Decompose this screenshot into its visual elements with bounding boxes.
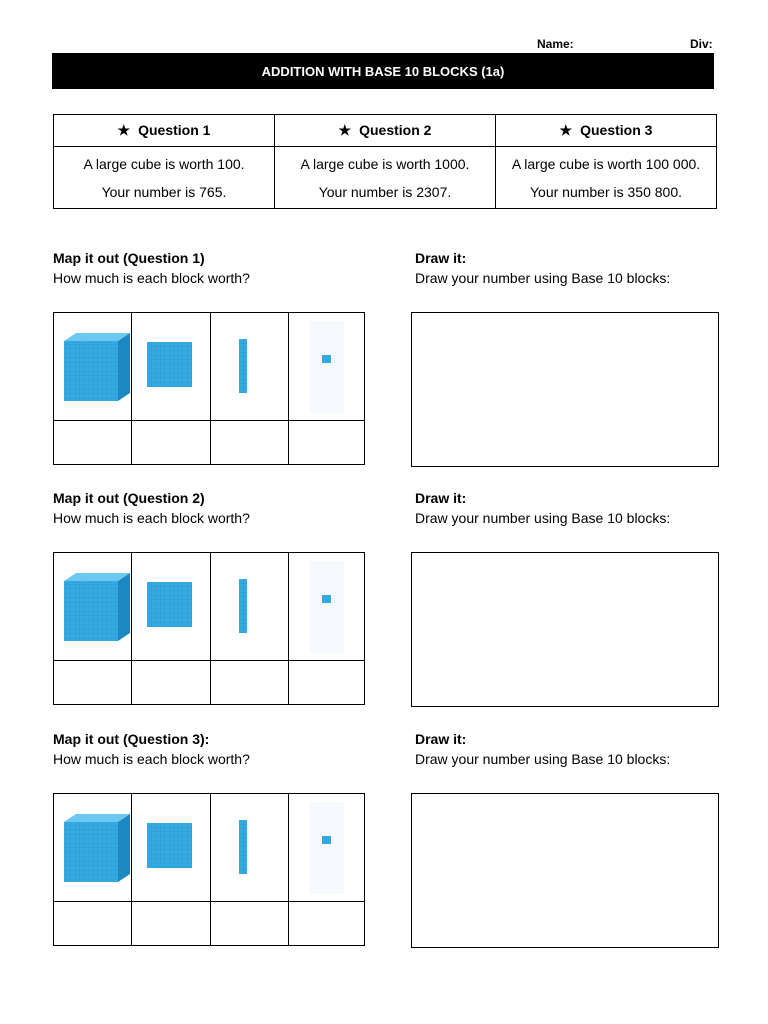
draw-area-box[interactable] <box>411 312 719 467</box>
rod-icon <box>239 339 247 393</box>
answer-cell-flat[interactable] <box>132 902 210 946</box>
question-3-header: ★ Question 3 <box>496 115 717 147</box>
map-it-out-subtitle: How much is each block worth? <box>53 270 250 286</box>
map-it-out-subtitle: How much is each block worth? <box>53 751 250 767</box>
flat-icon <box>147 582 192 627</box>
unit-cube-background <box>310 802 344 894</box>
answer-cell-rod[interactable] <box>211 421 288 465</box>
star-icon: ★ <box>117 122 131 138</box>
page-title: ADDITION WITH BASE 10 BLOCKS (1a) <box>52 53 714 89</box>
name-label: Name: <box>537 37 574 51</box>
question-2-text: A large cube is worth 1000. Your number is 2307. <box>275 147 496 209</box>
map-it-out-title: Map it out (Question 2) <box>53 490 205 506</box>
answer-cell-rod[interactable] <box>211 661 288 705</box>
block-value-grid <box>53 312 365 465</box>
large-cube-icon <box>62 812 132 884</box>
star-icon: ★ <box>338 122 352 138</box>
answer-cell-flat[interactable] <box>132 421 210 465</box>
map-it-out-title: Map it out (Question 1) <box>53 250 205 266</box>
map-it-out-title: Map it out (Question 3): <box>53 731 210 747</box>
draw-it-subtitle: Draw your number using Base 10 blocks: <box>415 270 671 286</box>
question-1-text: A large cube is worth 100. Your number is 765. <box>54 147 275 209</box>
draw-it-subtitle: Draw your number using Base 10 blocks: <box>415 510 671 526</box>
unit-cube-background <box>310 321 344 413</box>
draw-it-title: Draw it: <box>415 731 467 747</box>
questions-table <box>53 114 717 209</box>
unit-cube-background <box>310 561 344 653</box>
answer-cell-cube[interactable] <box>54 421 131 465</box>
map-it-out-subtitle: How much is each block worth? <box>53 510 250 526</box>
rod-icon <box>239 820 247 874</box>
answer-cell-flat[interactable] <box>132 661 210 705</box>
answer-cell-rod[interactable] <box>211 902 288 946</box>
draw-area-box[interactable] <box>411 793 719 948</box>
answer-cell-cube[interactable] <box>54 661 131 705</box>
draw-area-box[interactable] <box>411 552 719 707</box>
draw-it-title: Draw it: <box>415 250 467 266</box>
answer-cell-unit[interactable] <box>289 661 365 705</box>
unit-cube-icon <box>322 355 331 363</box>
question-2-header: ★ Question 2 <box>275 115 496 147</box>
large-cube-icon <box>62 571 132 643</box>
star-icon: ★ <box>559 122 573 138</box>
answer-cell-cube[interactable] <box>54 902 131 946</box>
flat-icon <box>147 342 192 387</box>
flat-icon <box>147 823 192 868</box>
large-cube-icon <box>62 331 132 403</box>
draw-it-title: Draw it: <box>415 490 467 506</box>
answer-cell-unit[interactable] <box>289 902 365 946</box>
block-value-grid <box>53 793 365 946</box>
div-label: Div: <box>690 37 713 51</box>
question-1-header: ★ Question 1 <box>54 115 275 147</box>
block-value-grid <box>53 552 365 705</box>
draw-it-subtitle: Draw your number using Base 10 blocks: <box>415 751 671 767</box>
question-3-text: A large cube is worth 100 000. Your number is 350 800. <box>496 147 717 209</box>
answer-cell-unit[interactable] <box>289 421 365 465</box>
unit-cube-icon <box>322 836 331 844</box>
rod-icon <box>239 579 247 633</box>
unit-cube-icon <box>322 595 331 603</box>
